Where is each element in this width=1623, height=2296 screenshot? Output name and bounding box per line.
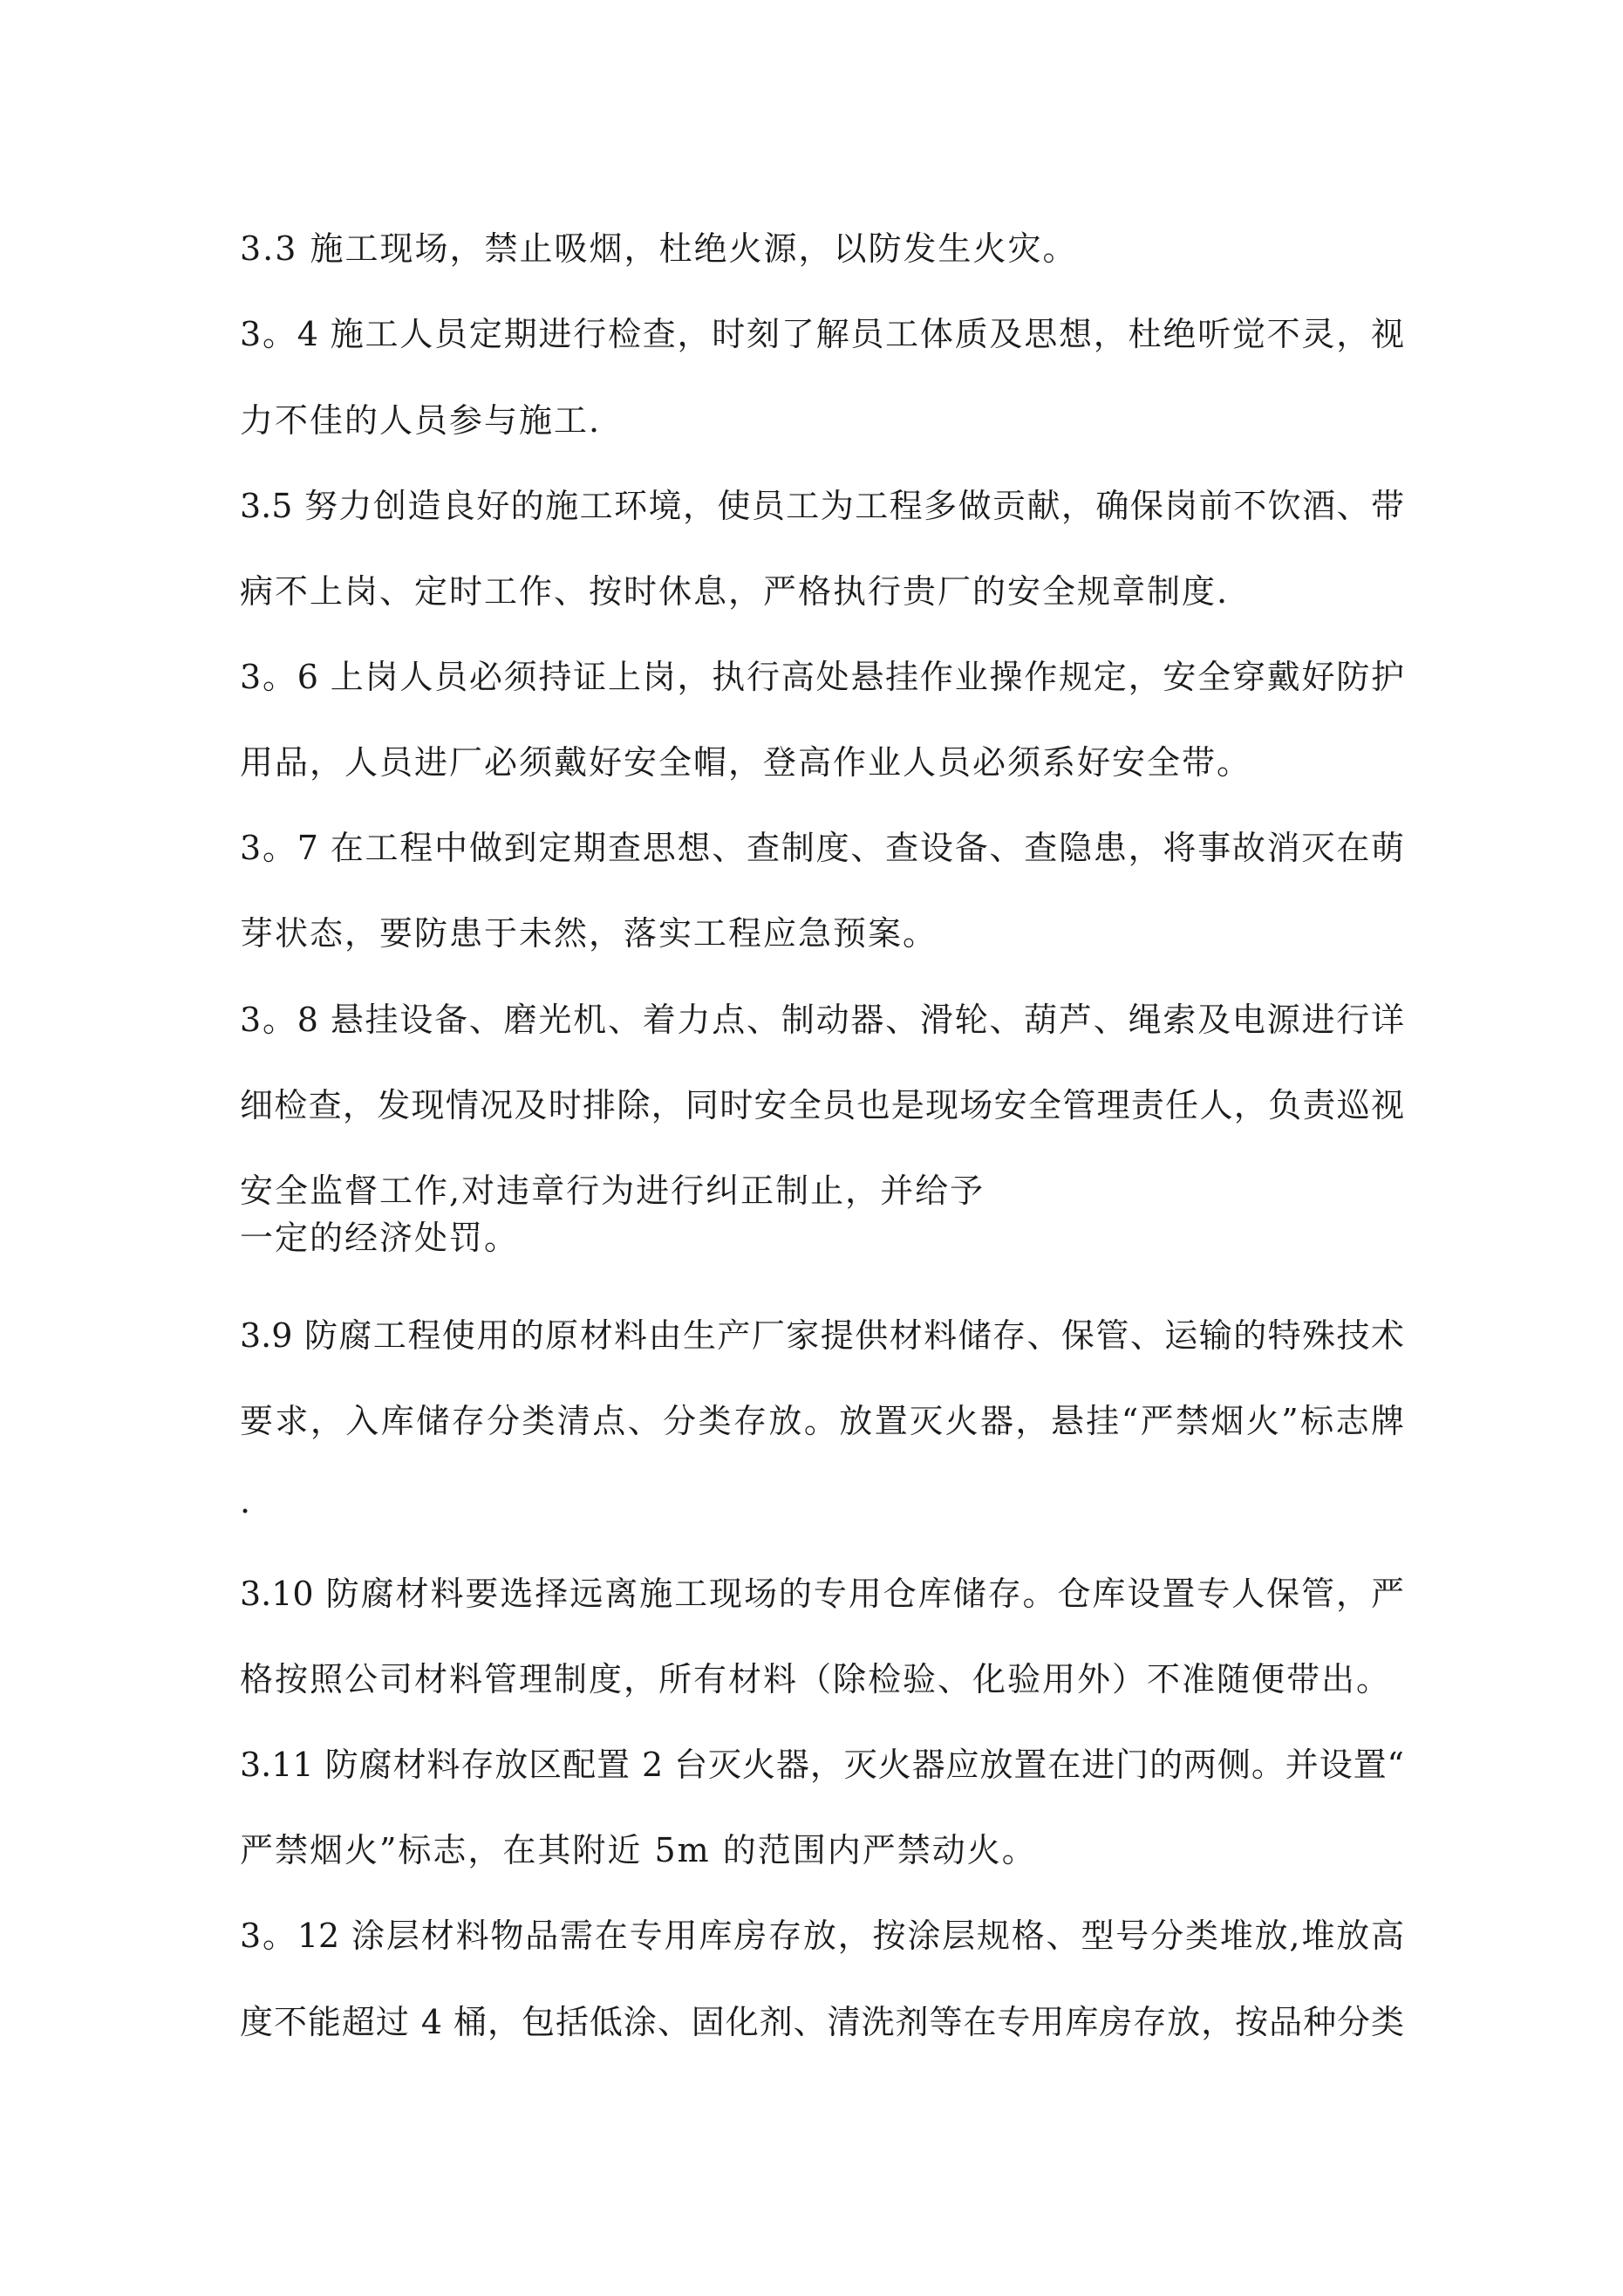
text-line: 3.10 防腐材料要选择远离施工现场的专用仓库储存。仓库设置专人保管，严 xyxy=(240,1575,1404,1613)
text-line: 要求，入库储存分类清点、分类存放。放置灭火器，悬挂“严禁烟火”标志牌 xyxy=(240,1402,1404,1440)
text-line: 细检查，发现情况及时排除，同时安全员也是现场安全管理责任人，负责巡视 xyxy=(240,1086,1404,1124)
text-line: 格按照公司材料管理制度，所有材料（除检验、化验用外）不准随便带出。 xyxy=(240,1660,1392,1698)
text-line: 3。4 施工人员定期进行检查，时刻了解员工体质及思想，杜绝听觉不灵，视 xyxy=(240,315,1404,353)
text-line: 3。8 悬挂设备、磨光机、着力点、制动器、滑轮、葫芦、绳索及电源进行详 xyxy=(240,1001,1404,1039)
text-line: 3。7 在工程中做到定期查思想、查制度、查设备、查隐患，将事故消灭在萌 xyxy=(240,829,1404,867)
text-line: 一定的经济处罚。 xyxy=(240,1219,520,1257)
text-line: 严禁烟火”标志，在其附近 5m 的范围内严禁动火。 xyxy=(240,1831,1037,1869)
text-line: 3.5 努力创造良好的施工环境，使员工为工程多做贡献，确保岗前不饮酒、带 xyxy=(240,487,1404,525)
text-line: 3.9 防腐工程使用的原材料由生产厂家提供材料储存、保管、运输的特殊技术 xyxy=(240,1316,1404,1355)
text-line: 病不上岗、定时工作、按时休息，严格执行贵厂的安全规章制度. xyxy=(240,572,1230,611)
text-line: . xyxy=(240,1482,253,1520)
text-line: 力不佳的人员参与施工. xyxy=(240,401,602,440)
text-line: 安全监督工作,对违章行为进行纠正制止，并给予 xyxy=(240,1172,985,1210)
text-line: 3。6 上岗人员必须持证上岗，执行高处悬挂作业操作规定，安全穿戴好防护 xyxy=(240,658,1404,696)
document-page xyxy=(240,0,1404,2296)
text-line: 3。12 涂层材料物品需在专用库房存放，按涂层规格、型号分类堆放,堆放高 xyxy=(240,1917,1404,1955)
text-line: 度不能超过 4 桶，包括低涂、固化剂、清洗剂等在专用库房存放，按品种分类 xyxy=(240,2003,1404,2041)
text-line: 3.3 施工现场，禁止吸烟，杜绝火源，以防发生火灾。 xyxy=(240,229,1078,268)
text-line: 3.11 防腐材料存放区配置 2 台灭火器，灭火器应放置在进门的两侧。并设置“ xyxy=(240,1746,1404,1784)
text-line: 用品，人员进厂必须戴好安全帽，登高作业人员必须系好安全带。 xyxy=(240,743,1252,782)
text-line: 芽状态，要防患于未然，落实工程应急预案。 xyxy=(240,914,938,953)
